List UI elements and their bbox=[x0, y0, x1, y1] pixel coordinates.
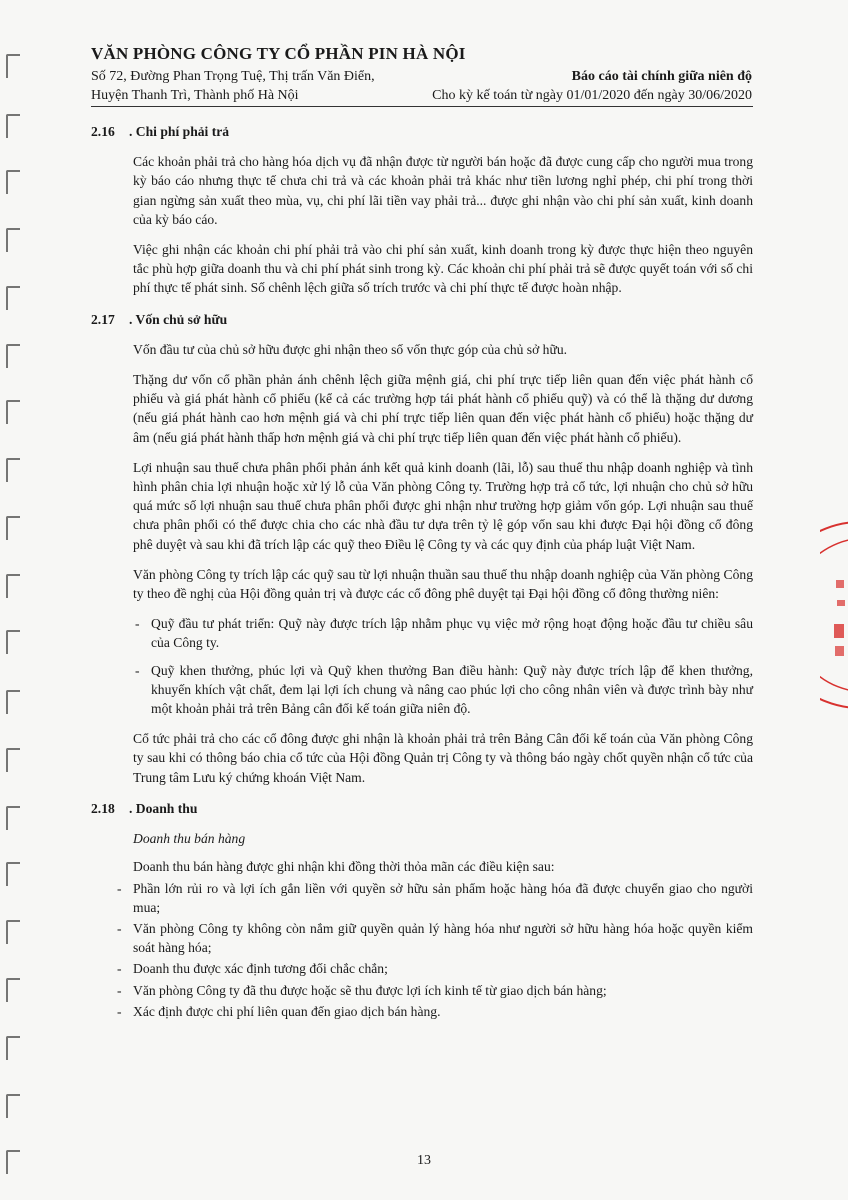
paragraph: Văn phòng Công ty trích lập các quỹ sau từ lợi nhuận thuần sau thuế thu nhập doanh nghiệp của Văn phòng Công ty theo đề nghị của Hội đồng quản trị và được các cổ đông phê duyệt tại Đại hội đồng cổ đông thường niên: bbox=[133, 566, 753, 602]
section-heading-2-16 bbox=[91, 122, 753, 141]
paragraph: Lợi nhuận sau thuế chưa phân phối phản ánh kết quả kinh doanh (lãi, lỗ) sau thuế thu nhập doanh nghiệp và tình hình phân chia lợi nhuận hoặc xử lý lỗ của Văn phòng Công ty. Trường hợp trả cổ tức, lợi nhuận cho chủ sở hữu quá mức số lợi nhuận sau thuế chưa phân phối được ghi nhận như trường hợp giảm vốn góp. Lợi nhuận sau thuế chưa phân phối có thể được chia cho các nhà đầu tư dựa trên tỷ lệ góp vốn sau khi được Đại hội đồng cổ đông phê duyệt và sau khi đã trích lập các quỹ theo Điều lệ Công ty và các quy định của pháp luật Việt Nam. bbox=[133, 459, 753, 552]
list-item: - Văn phòng Công ty không còn nắm giữ quyền quản lý hàng hóa như người sở hữu hàng hóa hoặc quyền kiểm soát hàng hóa; bbox=[115, 919, 753, 957]
paragraph: Các khoản phải trả cho hàng hóa dịch vụ đã nhận được từ người bán hoặc đã được cung cấp cho người mua trong kỳ báo cáo nhưng thực tế chưa chi trả và các khoản phải trả khác như tiền lương nghỉ phép, chi phí trong thời gian ngừng sản xuất theo mùa, vụ, chi phí lãi tiền vay phải trả... được ghi nhận vào chi phí sản xuất, kinh doanh của kỳ báo cáo. bbox=[133, 154, 753, 227]
paragraph: Doanh thu bán hàng được ghi nhận khi đồng thời thỏa mãn các điều kiện sau: bbox=[133, 859, 555, 875]
company-name: VĂN PHÒNG CÔNG TY CỔ PHẦN PIN HÀ NỘI bbox=[91, 44, 466, 63]
subsection-title: Doanh thu bán hàng bbox=[133, 831, 246, 847]
fund-list bbox=[133, 614, 753, 718]
list-item: - Văn phòng Công ty đã thu được hoặc sẽ thu được lợi ích kinh tế từ giao dịch bán hàng; bbox=[115, 981, 753, 1000]
paragraph: Vốn đầu tư của chủ sở hữu được ghi nhận theo số vốn thực góp của chủ sở hữu. bbox=[133, 341, 568, 357]
report-title: Báo cáo tài chính giữa niên độ bbox=[571, 69, 752, 84]
header-divider bbox=[91, 106, 753, 107]
section-heading-2-18 bbox=[91, 799, 753, 818]
section-title: . Vốn chủ sở hữu bbox=[129, 311, 228, 327]
section-number: 2.17 bbox=[91, 311, 115, 327]
section-number: 2.16 bbox=[91, 124, 115, 139]
report-period: Cho kỳ kế toán từ ngày 01/01/2020 đến ngày 30/06/2020 bbox=[432, 88, 752, 103]
list-item: - Doanh thu được xác định tương đối chắc chắn; bbox=[115, 959, 753, 978]
paragraph: Cổ tức phải trả cho các cổ đông được ghi nhận là khoản phải trả trên Bảng Cân đối kế toán của Văn phòng Công ty sau khi có thông báo chia cổ tức của Hội đồng Quản trị Công ty và thông báo ngày chốt quyền nhận cổ tức của Trung tâm Lưu ký chứng khoán Việt Nam. bbox=[133, 731, 753, 785]
list-item: - Phần lớn rủi ro và lợi ích gắn liền với quyền sở hữu sản phẩm hoặc hàng hóa đã được chuyển giao cho người mua; bbox=[115, 879, 753, 917]
red-stamp-fragment bbox=[820, 520, 848, 710]
paragraph: Thặng dư vốn cổ phần phản ánh chênh lệch giữa mệnh giá, chi phí trực tiếp liên quan đến việc phát hành cổ phiếu và giá phát hành cổ phiếu (kể cả các trường hợp tái phát hành cổ phiếu quỹ) và có thể là thặng dư dương (nếu giá phát hành cao hơn mệnh giá và chi phí trực tiếp liên quan đến việc phát hành cổ phiếu) hoặc thặng dư âm (nếu giá phát hành thấp hơn mệnh giá và chi phí trực tiếp liên quan đến việc phát hành cổ phiếu). bbox=[133, 372, 753, 445]
address-line-1: Số 72, Đường Phan Trọng Tuệ, Thị trấn Văn Điển, bbox=[91, 69, 375, 84]
page-number: 13 bbox=[417, 1153, 431, 1168]
document-body bbox=[91, 110, 753, 1032]
section-number: 2.18 bbox=[91, 800, 115, 816]
section-title: . Chi phí phải trả bbox=[129, 124, 230, 139]
revenue-conditions-list bbox=[115, 879, 753, 1021]
section-heading-2-17 bbox=[91, 310, 753, 329]
section-title: . Doanh thu bbox=[129, 800, 198, 816]
paragraph: Việc ghi nhận các khoản chi phí phải trả vào chi phí sản xuất, kinh doanh trong kỳ được thực hiện theo nguyên tắc phù hợp giữa doanh thu và chi phí phát sinh trong kỳ. Các khoản chi phí phải trả sẽ được quyết toán với số chi phí thực tế phát sinh. Số chênh lệch giữa số trích trước và chi phí thực tế được hoàn nhập. bbox=[133, 242, 753, 296]
list-item: - Xác định được chi phí liên quan đến giao dịch bán hàng. bbox=[115, 1002, 753, 1021]
list-item: - Quỹ khen thưởng, phúc lợi và Quỹ khen thưởng Ban điều hành: Quỹ này được trích lập để khen thưởng, khuyến khích vật chất, đem lại lợi ích chung và nâng cao phúc lợi cho công nhân viên và được trình bày như một khoản phải trả trên Bảng cân đối kế toán giữa niên độ. bbox=[133, 661, 753, 719]
address-line-2: Huyện Thanh Trì, Thành phố Hà Nội bbox=[91, 88, 299, 103]
binding-holes bbox=[0, 0, 30, 1200]
list-item: - Quỹ đầu tư phát triển: Quỹ này được trích lập nhằm phục vụ việc mở rộng hoạt động hoặc đầu tư chiều sâu của Công ty. bbox=[133, 614, 753, 652]
